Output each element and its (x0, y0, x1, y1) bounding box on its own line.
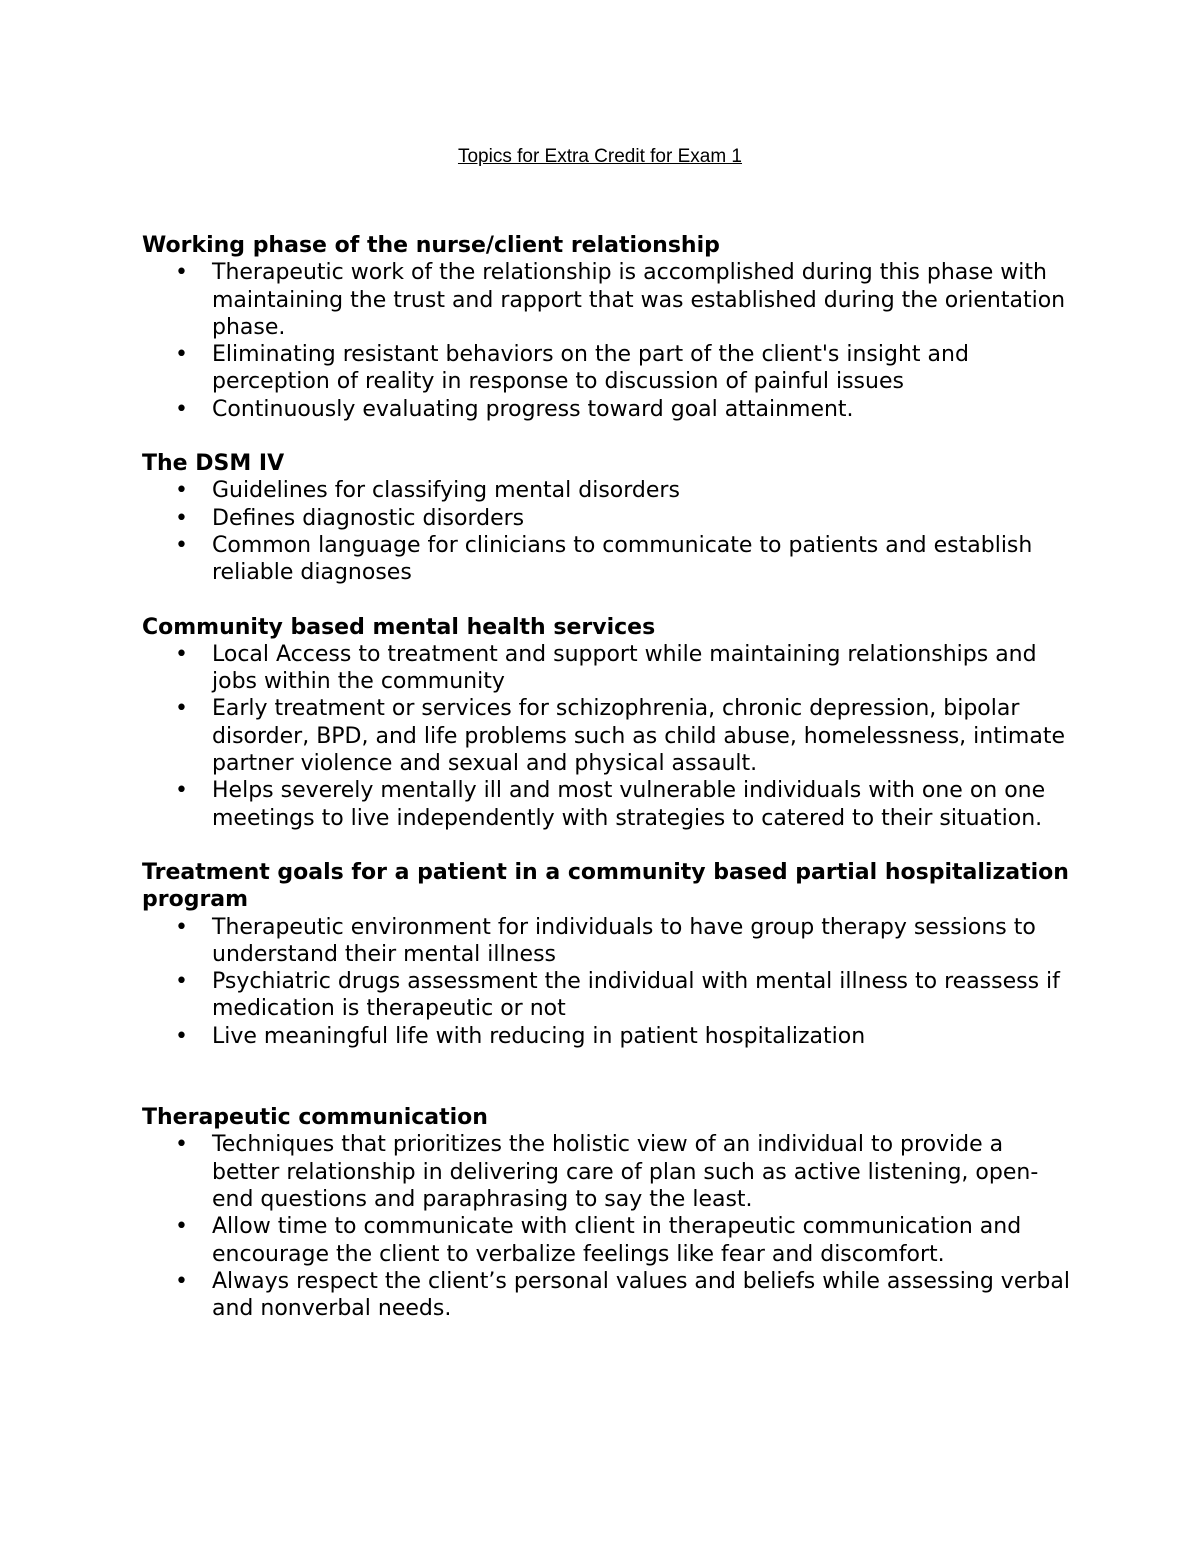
bullet-icon: • (175, 778, 188, 804)
list-item-text: Guidelines for classifying mental disorders (212, 478, 680, 504)
bullet-icon: • (175, 478, 188, 504)
bullet-list (142, 641, 1072, 832)
bullet-icon: • (175, 342, 188, 368)
list-item-text: Early treatment or services for schizophrenia, chronic depression, bipolar disorder, BPD, and life problems such as child abuse, homelessness, intimate partner violence and sexual and physical assault. (212, 696, 1066, 777)
list-item-text: Helps severely mentally ill and most vulnerable individuals with one on one meetings to live independently with strategies to catered to their situation. (212, 778, 1046, 831)
section-heading: Treatment goals for a patient in a community based partial hospitalization program (142, 859, 1069, 913)
list-item-text: Always respect the client’s personal values and beliefs while assessing verbal and nonverbal needs. (212, 1268, 1070, 1322)
list-item (142, 1023, 1072, 1050)
list-item-text: Common language for clinicians to communicate to patients and establish reliable diagnoses (212, 532, 1033, 586)
list-item (142, 914, 1072, 969)
document-body (142, 232, 1072, 1322)
list-item (142, 777, 1072, 832)
list-item-text: Allow time to communicate with client in therapeutic communication and encourage the client to verbalize feelings like fear and discomfort. (212, 1214, 1022, 1267)
section-dsm-iv (142, 450, 1072, 586)
list-item-text: Local Access to treatment and support while maintaining relationships and jobs within the community (212, 641, 1037, 695)
section-treatment-goals (142, 859, 1072, 1050)
list-item (142, 1268, 1072, 1323)
list-item (142, 1131, 1072, 1213)
list-item-text: Eliminating resistant behaviors on the part of the client's insight and perception of reality in response to discussion of painful issues (212, 342, 969, 395)
bullet-list (142, 1131, 1072, 1322)
section-therapeutic-communication (142, 1104, 1072, 1322)
section-heading: Community based mental health services (142, 614, 656, 640)
bullet-icon: • (175, 532, 188, 558)
list-item-text: Psychiatric drugs assessment the individual with mental illness to reassess if medication is therapeutic or not (212, 969, 1060, 1022)
list-item (142, 505, 1072, 532)
list-item-text: Therapeutic work of the relationship is accomplished during this phase with maintaining the trust and rapport that was established during the orientation phase. (212, 260, 1066, 340)
bullet-icon: • (175, 1132, 188, 1158)
list-item (142, 341, 1072, 396)
bullet-icon: • (175, 641, 188, 667)
section-heading: The DSM IV (142, 451, 285, 477)
paragraph-spacer (142, 587, 1072, 614)
list-item (142, 396, 1072, 423)
bullet-icon: • (175, 1214, 188, 1240)
list-item-text: Defines diagnostic disorders (212, 505, 525, 531)
paragraph-spacer (142, 423, 1072, 450)
list-item (142, 259, 1072, 341)
list-item-text: Techniques that prioritizes the holistic view of an individual to provide a better relationship in delivering care of plan such as active listening, open-end questions and paraphrasing to say the least. (212, 1132, 1039, 1212)
paragraph-spacer (142, 1050, 1072, 1104)
list-item-text: Continuously evaluating progress toward goal attainment. (212, 396, 854, 422)
list-item-text: Therapeutic environment for individuals to have group therapy sessions to understand their mental illness (212, 914, 1036, 967)
bullet-icon: • (175, 505, 188, 531)
section-heading: Working phase of the nurse/client relationship (142, 233, 720, 258)
bullet-icon: • (175, 260, 188, 286)
list-item (142, 532, 1072, 587)
list-item (142, 695, 1072, 777)
list-item (142, 641, 1072, 696)
bullet-icon: • (175, 1268, 188, 1294)
paragraph-spacer (142, 832, 1072, 859)
list-item (142, 968, 1072, 1023)
section-working-phase (142, 232, 1072, 423)
section-heading: Therapeutic communication (142, 1105, 488, 1131)
bullet-list (142, 477, 1072, 586)
bullet-icon: • (175, 969, 188, 995)
bullet-icon: • (175, 396, 188, 422)
section-community-services (142, 614, 1072, 832)
bullet-list (142, 914, 1072, 1050)
bullet-icon: • (175, 696, 188, 722)
list-item-text: Live meaningful life with reducing in patient hospitalization (212, 1023, 866, 1049)
list-item (142, 477, 1072, 504)
bullet-list (142, 259, 1072, 423)
list-item (142, 1213, 1072, 1268)
bullet-icon: • (175, 1023, 188, 1049)
bullet-icon: • (175, 914, 188, 940)
document-title: Topics for Extra Credit for Exam 1 (457, 146, 743, 167)
